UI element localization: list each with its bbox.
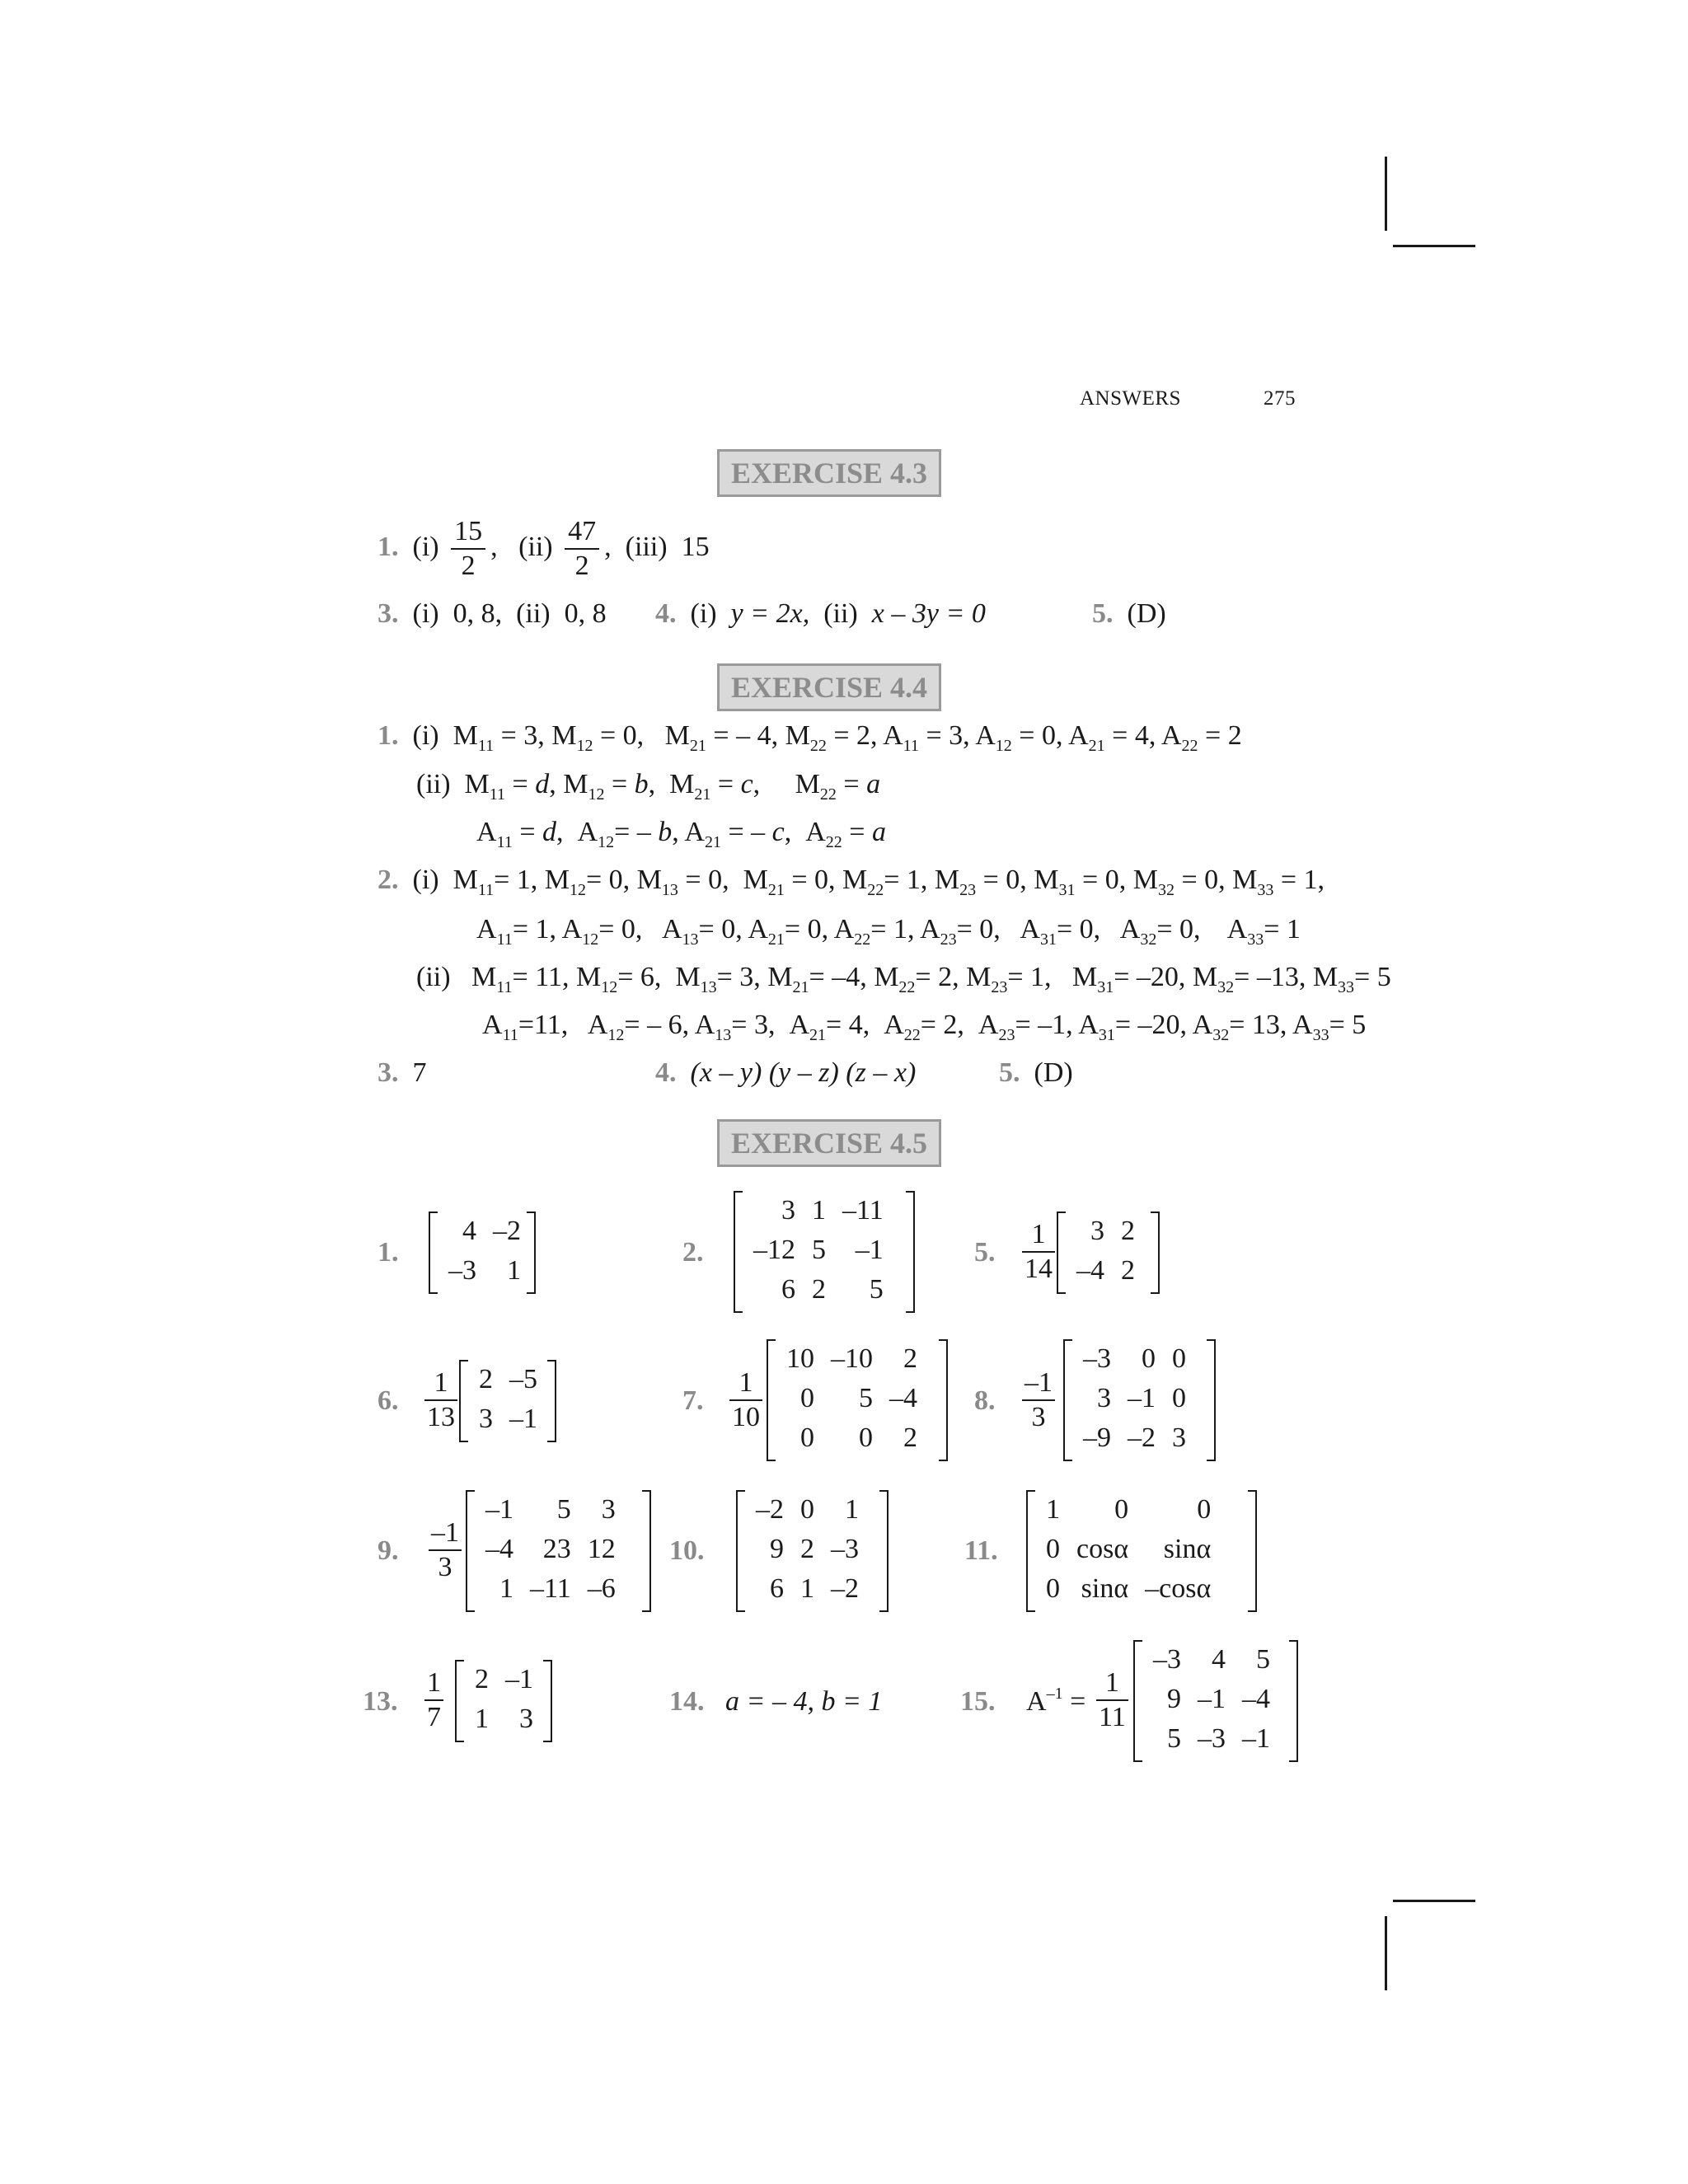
matrix-row — [440, 1212, 529, 1251]
matrix-cell: 2 — [812, 1274, 826, 1305]
matrix-cell: sinα — [1081, 1573, 1129, 1604]
matrix-row — [778, 1379, 926, 1418]
denominator: 2 — [574, 551, 589, 581]
matrix-cell: –11 — [842, 1195, 884, 1226]
matrix-cell: cosα — [1076, 1534, 1129, 1564]
matrix — [429, 1212, 536, 1294]
page-number: 275 — [1264, 387, 1296, 410]
crop-mark — [1393, 245, 1475, 247]
formula: $A_{11}=11$, $A_{12}= - 6$, $A_{13}= 3$, $A_{21}= 4$, $A_{22}= 2$, $A_{23}= -1$, $A_{31}= -20$, $A_{32}= 13$, $A_{33}= 5$ — [482, 1010, 1367, 1044]
equation: x – 3y = 0 — [871, 598, 986, 629]
matrix-cell: 5 — [556, 1494, 571, 1525]
matrix-cell: 6 — [770, 1573, 784, 1604]
ex44-answer-1-ii — [416, 768, 881, 804]
matrix-cell: –4 — [889, 1383, 917, 1413]
numerator: 47 — [565, 515, 599, 550]
matrix-cell: –5 — [509, 1364, 537, 1394]
answer-number: 11. — [964, 1535, 998, 1566]
ex44-answer-4 — [655, 1057, 916, 1090]
left-bracket — [455, 1660, 464, 1742]
right-bracket — [939, 1339, 948, 1461]
right-bracket — [1151, 1212, 1160, 1294]
answer-number: 6. — [377, 1385, 399, 1416]
left-bracket — [1057, 1212, 1066, 1294]
matrix-row — [477, 1490, 624, 1530]
matrix-cell: –2 — [1128, 1422, 1156, 1453]
matrix-row — [748, 1530, 867, 1569]
matrix-cell: 2 — [800, 1534, 814, 1564]
inverse-exponent: –1 — [1046, 1685, 1063, 1703]
matrix-cell: 1 — [499, 1573, 513, 1604]
matrix-cell: –4 — [485, 1534, 513, 1564]
part-label: (i) — [412, 865, 439, 895]
ex45-answer-14 — [669, 1685, 882, 1718]
matrix-cell: 0 — [1046, 1573, 1060, 1604]
matrix-cell: –10 — [831, 1343, 873, 1374]
crop-mark — [1393, 1900, 1475, 1902]
answer-value: 15 — [681, 531, 710, 562]
matrix-cell: –1 — [855, 1235, 884, 1265]
matrix-cell: –2 — [756, 1494, 784, 1525]
scalar-fraction — [1022, 1218, 1055, 1286]
denominator: 13 — [427, 1402, 455, 1432]
answer-number: 5. — [999, 1057, 1020, 1088]
matrix-cell: 5 — [869, 1274, 884, 1305]
matrix-cell: 2 — [475, 1664, 489, 1694]
right-bracket — [543, 1660, 552, 1742]
numerator: 1 — [1022, 1218, 1055, 1253]
matrix-cell: 3 — [1097, 1383, 1111, 1413]
numerator: 1 — [1096, 1666, 1128, 1701]
numerator: –1 — [1022, 1366, 1055, 1401]
matrix-cell: 2 — [479, 1364, 493, 1394]
matrix-cell: 1 — [507, 1255, 521, 1286]
matrix — [459, 1360, 556, 1442]
matrix — [1026, 1490, 1257, 1612]
matrix-body — [477, 1490, 624, 1609]
right-bracket — [1248, 1490, 1257, 1612]
matrix-cell: 0 — [859, 1422, 873, 1453]
answer-number: 2. — [377, 865, 399, 895]
matrix-cell: sinα — [1163, 1534, 1212, 1564]
ex44-answer-2-i-cofactors — [476, 913, 1301, 949]
answer-text: (i) 0, 8, (ii) 0, 8 — [412, 598, 607, 629]
matrix-cell: 0 — [1172, 1343, 1186, 1374]
matrix-row — [477, 1569, 624, 1609]
matrix-cell: –cosα — [1145, 1573, 1212, 1604]
ex43-answer-1: 1. (i) $\frac{15}{2}$ , (ii) $\frac{47}{2}$ , (iii) 15 — [377, 516, 710, 581]
denominator: 3 — [1031, 1402, 1046, 1432]
formula: $M_{11} = 3$, $M_{12} = 0$, $M_{21}$ = – 4, $M_{22} = 2$, $A_{11} = 3$, $A_{12} = 0$, $A_{21} = 4$, $A_{22} = 2$ — [452, 720, 1242, 755]
right-bracket — [906, 1191, 915, 1313]
answer-number: 2. — [682, 1237, 704, 1268]
numerator: 15 — [451, 515, 485, 550]
left-bracket — [459, 1360, 468, 1442]
denominator: 7 — [427, 1702, 441, 1732]
matrix-cell: –6 — [587, 1573, 616, 1604]
numerator: 1 — [424, 1666, 443, 1701]
formula: $M_{11}= 1$, $M_{12}= 0$, $M_{13} = 0$, $M_{21} = 0$, $M_{22}= 1$, $M_{23} = 0$, $M_{31} = 0$, $M_{32} = 0$, $M_{33} = 1$, — [452, 865, 1325, 899]
answer-number: 1. — [377, 720, 399, 751]
matrix-row — [467, 1699, 542, 1739]
matrix-row — [1038, 1569, 1219, 1609]
answer-number: 4. — [655, 1057, 677, 1088]
numerator: –1 — [429, 1516, 462, 1551]
scalar-fraction — [424, 1666, 443, 1734]
left-bracket — [466, 1490, 475, 1612]
ex44-answer-3 — [377, 1057, 427, 1090]
matrix-cell: –1 — [1198, 1684, 1226, 1714]
matrix-cell: –1 — [1128, 1383, 1156, 1413]
inverse-lhs — [1026, 1685, 1085, 1718]
left-bracket — [736, 1490, 745, 1612]
ex44-answer-1-i — [377, 719, 1242, 755]
matrix-row — [1068, 1212, 1143, 1251]
matrix-cell: –1 — [509, 1404, 537, 1434]
ex43-answer-5 — [1092, 598, 1166, 630]
matrix-cell: 6 — [781, 1274, 795, 1305]
matrix-cell: –3 — [831, 1534, 859, 1564]
answer-number: 3. — [377, 1057, 399, 1088]
answer-number: 3. — [377, 598, 399, 629]
matrix-cell: –11 — [530, 1573, 571, 1604]
matrix-cell: –3 — [448, 1255, 476, 1286]
answer-number: 1. — [377, 531, 399, 562]
matrix — [736, 1490, 889, 1612]
matrix-row — [477, 1530, 624, 1569]
answer-number: 13. — [363, 1686, 398, 1717]
matrix-cell: 0 — [1142, 1343, 1156, 1374]
right-bracket — [547, 1360, 556, 1442]
matrix-row — [440, 1251, 529, 1291]
matrix-cell: 5 — [859, 1383, 873, 1413]
denominator: 14 — [1025, 1254, 1053, 1284]
ex44-answer-1-ii-cofactors — [476, 816, 886, 849]
matrix-body — [1038, 1490, 1219, 1609]
matrix-cell: 0 — [1197, 1494, 1212, 1525]
part-label: (iii) — [625, 531, 668, 562]
matrix-body — [1145, 1640, 1278, 1759]
part-label: (ii) — [416, 769, 451, 799]
ex44-answer-5 — [999, 1057, 1073, 1090]
matrix-row — [1038, 1530, 1219, 1569]
answer-text: (D) — [1034, 1057, 1073, 1088]
matrix-cell: 2 — [1121, 1255, 1135, 1286]
answer-number: 14. — [669, 1686, 705, 1717]
matrix-row — [748, 1569, 867, 1609]
matrix-cell: –9 — [1083, 1422, 1111, 1453]
matrix-cell: –4 — [1076, 1255, 1104, 1286]
matrix-row — [745, 1230, 892, 1270]
ex43-answer-3 — [377, 598, 607, 630]
matrix — [1133, 1640, 1298, 1762]
matrix-body — [471, 1360, 546, 1439]
answer-number: 9. — [377, 1535, 399, 1566]
matrix-cell: 0 — [800, 1422, 814, 1453]
matrix-body — [748, 1490, 867, 1609]
formula: $A_{11} = d$, $A_{12}= - b$, $A_{21}$ = – c, $A_{22} = a$ — [476, 817, 886, 851]
matrix-cell: –3 — [1153, 1644, 1181, 1675]
scalar-fraction — [729, 1366, 762, 1434]
crop-mark — [1385, 157, 1387, 231]
matrix-row — [1038, 1490, 1219, 1530]
fraction — [565, 515, 599, 583]
exercise-4-5-heading: EXERCISE 4.5 — [717, 1119, 941, 1167]
matrix-body — [467, 1660, 542, 1739]
right-bracket — [1289, 1640, 1298, 1762]
scalar-fraction — [424, 1366, 457, 1434]
matrix-cell: 0 — [1172, 1383, 1186, 1413]
answer-text: 7 — [412, 1057, 427, 1088]
right-bracket — [642, 1490, 651, 1612]
matrix-cell: 1 — [1046, 1494, 1060, 1525]
left-bracket — [734, 1191, 743, 1313]
matrix-cell: 0 — [1114, 1494, 1129, 1525]
matrix-cell: 0 — [1046, 1534, 1060, 1564]
denominator: 3 — [438, 1552, 452, 1582]
answer-number: 1. — [377, 1237, 399, 1268]
matrix-body — [1075, 1339, 1194, 1458]
exercise-4-4-heading: EXERCISE 4.4 — [717, 663, 941, 711]
scalar-fraction — [1096, 1666, 1128, 1734]
matrix-row — [745, 1270, 892, 1310]
formula: $A_{11}= 1$, $A_{12}= 0$, $A_{13}= 0$, $A_{21}= 0$, $A_{22}= 1$, $A_{23}= 0$, $A_{31}= 0$, $A_{32}= 0$, $A_{33}= 1$ — [476, 914, 1301, 949]
ex44-answer-2-ii-cofactors — [482, 1009, 1366, 1042]
exercise-4-3-heading: EXERCISE 4.3 — [717, 449, 941, 497]
denominator: 11 — [1099, 1702, 1126, 1732]
equation: y = 2x, — [730, 598, 810, 629]
answer-number: 5. — [974, 1237, 996, 1268]
matrix-cell: 10 — [786, 1343, 814, 1374]
matrix-row — [745, 1191, 892, 1230]
matrix — [1057, 1212, 1160, 1294]
matrix-row — [471, 1360, 546, 1399]
matrix-cell: 2 — [1121, 1216, 1135, 1246]
running-header: ANSWERS — [1080, 387, 1181, 410]
left-bracket — [1026, 1490, 1035, 1612]
left-bracket — [1063, 1339, 1072, 1461]
denominator: 10 — [732, 1402, 760, 1432]
right-bracket — [879, 1490, 889, 1612]
matrix-cell: 5 — [1167, 1723, 1181, 1754]
matrix-cell: 3 — [519, 1704, 533, 1734]
left-bracket — [767, 1339, 776, 1461]
matrix-cell: 1 — [800, 1573, 814, 1604]
matrix-cell: 2 — [903, 1422, 917, 1453]
part-label: (ii) — [823, 598, 858, 629]
matrix-cell: 4 — [462, 1216, 476, 1246]
part-label: (i) — [412, 720, 439, 751]
right-bracket — [1207, 1339, 1216, 1461]
matrix-cell: –3 — [1198, 1723, 1226, 1754]
matrix — [455, 1660, 552, 1742]
answer-number: 8. — [974, 1385, 996, 1416]
matrix-body — [440, 1212, 529, 1291]
answer-number: 10. — [669, 1535, 705, 1566]
equals-sign: = — [1070, 1686, 1086, 1717]
matrix-row — [748, 1490, 867, 1530]
matrix-cell: 12 — [587, 1534, 616, 1564]
matrix-body — [778, 1339, 926, 1458]
matrix-cell: –1 — [485, 1494, 513, 1525]
numerator: 1 — [729, 1366, 762, 1401]
matrix-row — [471, 1399, 546, 1439]
matrix-cell: 3 — [479, 1404, 493, 1434]
fraction — [451, 515, 485, 583]
left-bracket — [429, 1212, 438, 1294]
formula: $M_{11}= 11$, $M_{12}= 6$, $M_{13}= 3$, $M_{21}= -4$, $M_{22}= 2$, $M_{23}= 1$, $M_{31}= -20$, $M_{32}= -13$, $M_{33}= 5$ — [471, 962, 1391, 996]
matrix-cell: 3 — [1090, 1216, 1104, 1246]
matrix-cell: 0 — [800, 1494, 814, 1525]
matrix-cell: –3 — [1083, 1343, 1111, 1374]
matrix-name: A — [1026, 1686, 1047, 1717]
matrix-cell: 2 — [903, 1343, 917, 1374]
answer-text: a = – 4, b = 1 — [725, 1686, 883, 1717]
part-label: (ii) — [416, 962, 451, 992]
ex44-answer-2-ii — [416, 961, 1391, 994]
right-bracket — [527, 1212, 536, 1294]
answer-number: 7. — [682, 1385, 704, 1416]
matrix-cell: 5 — [1256, 1644, 1270, 1675]
answer-number: 5. — [1092, 598, 1114, 629]
matrix-row — [1068, 1251, 1143, 1291]
denominator: 2 — [461, 551, 476, 581]
matrix-cell: 5 — [812, 1235, 826, 1265]
matrix-cell: 9 — [770, 1534, 784, 1564]
matrix-cell: –2 — [493, 1216, 521, 1246]
matrix-cell: 23 — [542, 1534, 571, 1564]
matrix-cell: 3 — [781, 1195, 795, 1226]
matrix-cell: 3 — [1172, 1422, 1186, 1453]
matrix — [734, 1191, 915, 1313]
crop-mark — [1385, 1916, 1387, 1990]
answer-number: 15. — [960, 1686, 996, 1717]
matrix-cell: 1 — [812, 1195, 826, 1226]
matrix-row — [1075, 1339, 1194, 1379]
matrix-cell: 1 — [845, 1494, 859, 1525]
matrix-cell: 1 — [475, 1704, 489, 1734]
part-label: (i) — [412, 531, 439, 562]
matrix-row — [1145, 1680, 1278, 1719]
matrix-row — [778, 1418, 926, 1458]
matrix-cell: 4 — [1212, 1644, 1226, 1675]
answer-text: (x – y) (y – z) (z – x) — [690, 1057, 917, 1088]
matrix-row — [1145, 1719, 1278, 1759]
scalar-fraction — [429, 1516, 462, 1584]
matrix-cell: –12 — [753, 1235, 795, 1265]
matrix-cell: 3 — [601, 1494, 616, 1525]
ex44-answer-2-i — [377, 864, 1325, 897]
matrix-cell: –1 — [1242, 1723, 1270, 1754]
matrix — [767, 1339, 948, 1461]
formula: $M_{11} = d$, $M_{12} = b$, $M_{21} = c$, $M_{22} = a$ — [464, 769, 881, 804]
scalar-fraction — [1022, 1366, 1055, 1434]
matrix-cell: 9 — [1167, 1684, 1181, 1714]
matrix — [466, 1490, 651, 1612]
matrix-body — [745, 1191, 892, 1310]
matrix-row — [778, 1339, 926, 1379]
matrix-body — [1068, 1212, 1143, 1291]
part-label: (i) — [690, 598, 717, 629]
answer-text: (D) — [1127, 598, 1166, 629]
matrix-cell: –1 — [505, 1664, 533, 1694]
answer-number: 4. — [655, 598, 677, 629]
matrix-cell: –2 — [831, 1573, 859, 1604]
numerator: 1 — [424, 1366, 457, 1401]
matrix-row — [1075, 1379, 1194, 1418]
matrix-cell: 0 — [800, 1383, 814, 1413]
matrix-cell: –4 — [1242, 1684, 1270, 1714]
ex43-answer-4 — [655, 598, 986, 630]
matrix — [1063, 1339, 1216, 1461]
matrix-row — [1075, 1418, 1194, 1458]
part-label: (ii) — [518, 531, 553, 562]
matrix-row — [1145, 1640, 1278, 1680]
left-bracket — [1133, 1640, 1142, 1762]
matrix-row — [467, 1660, 542, 1699]
